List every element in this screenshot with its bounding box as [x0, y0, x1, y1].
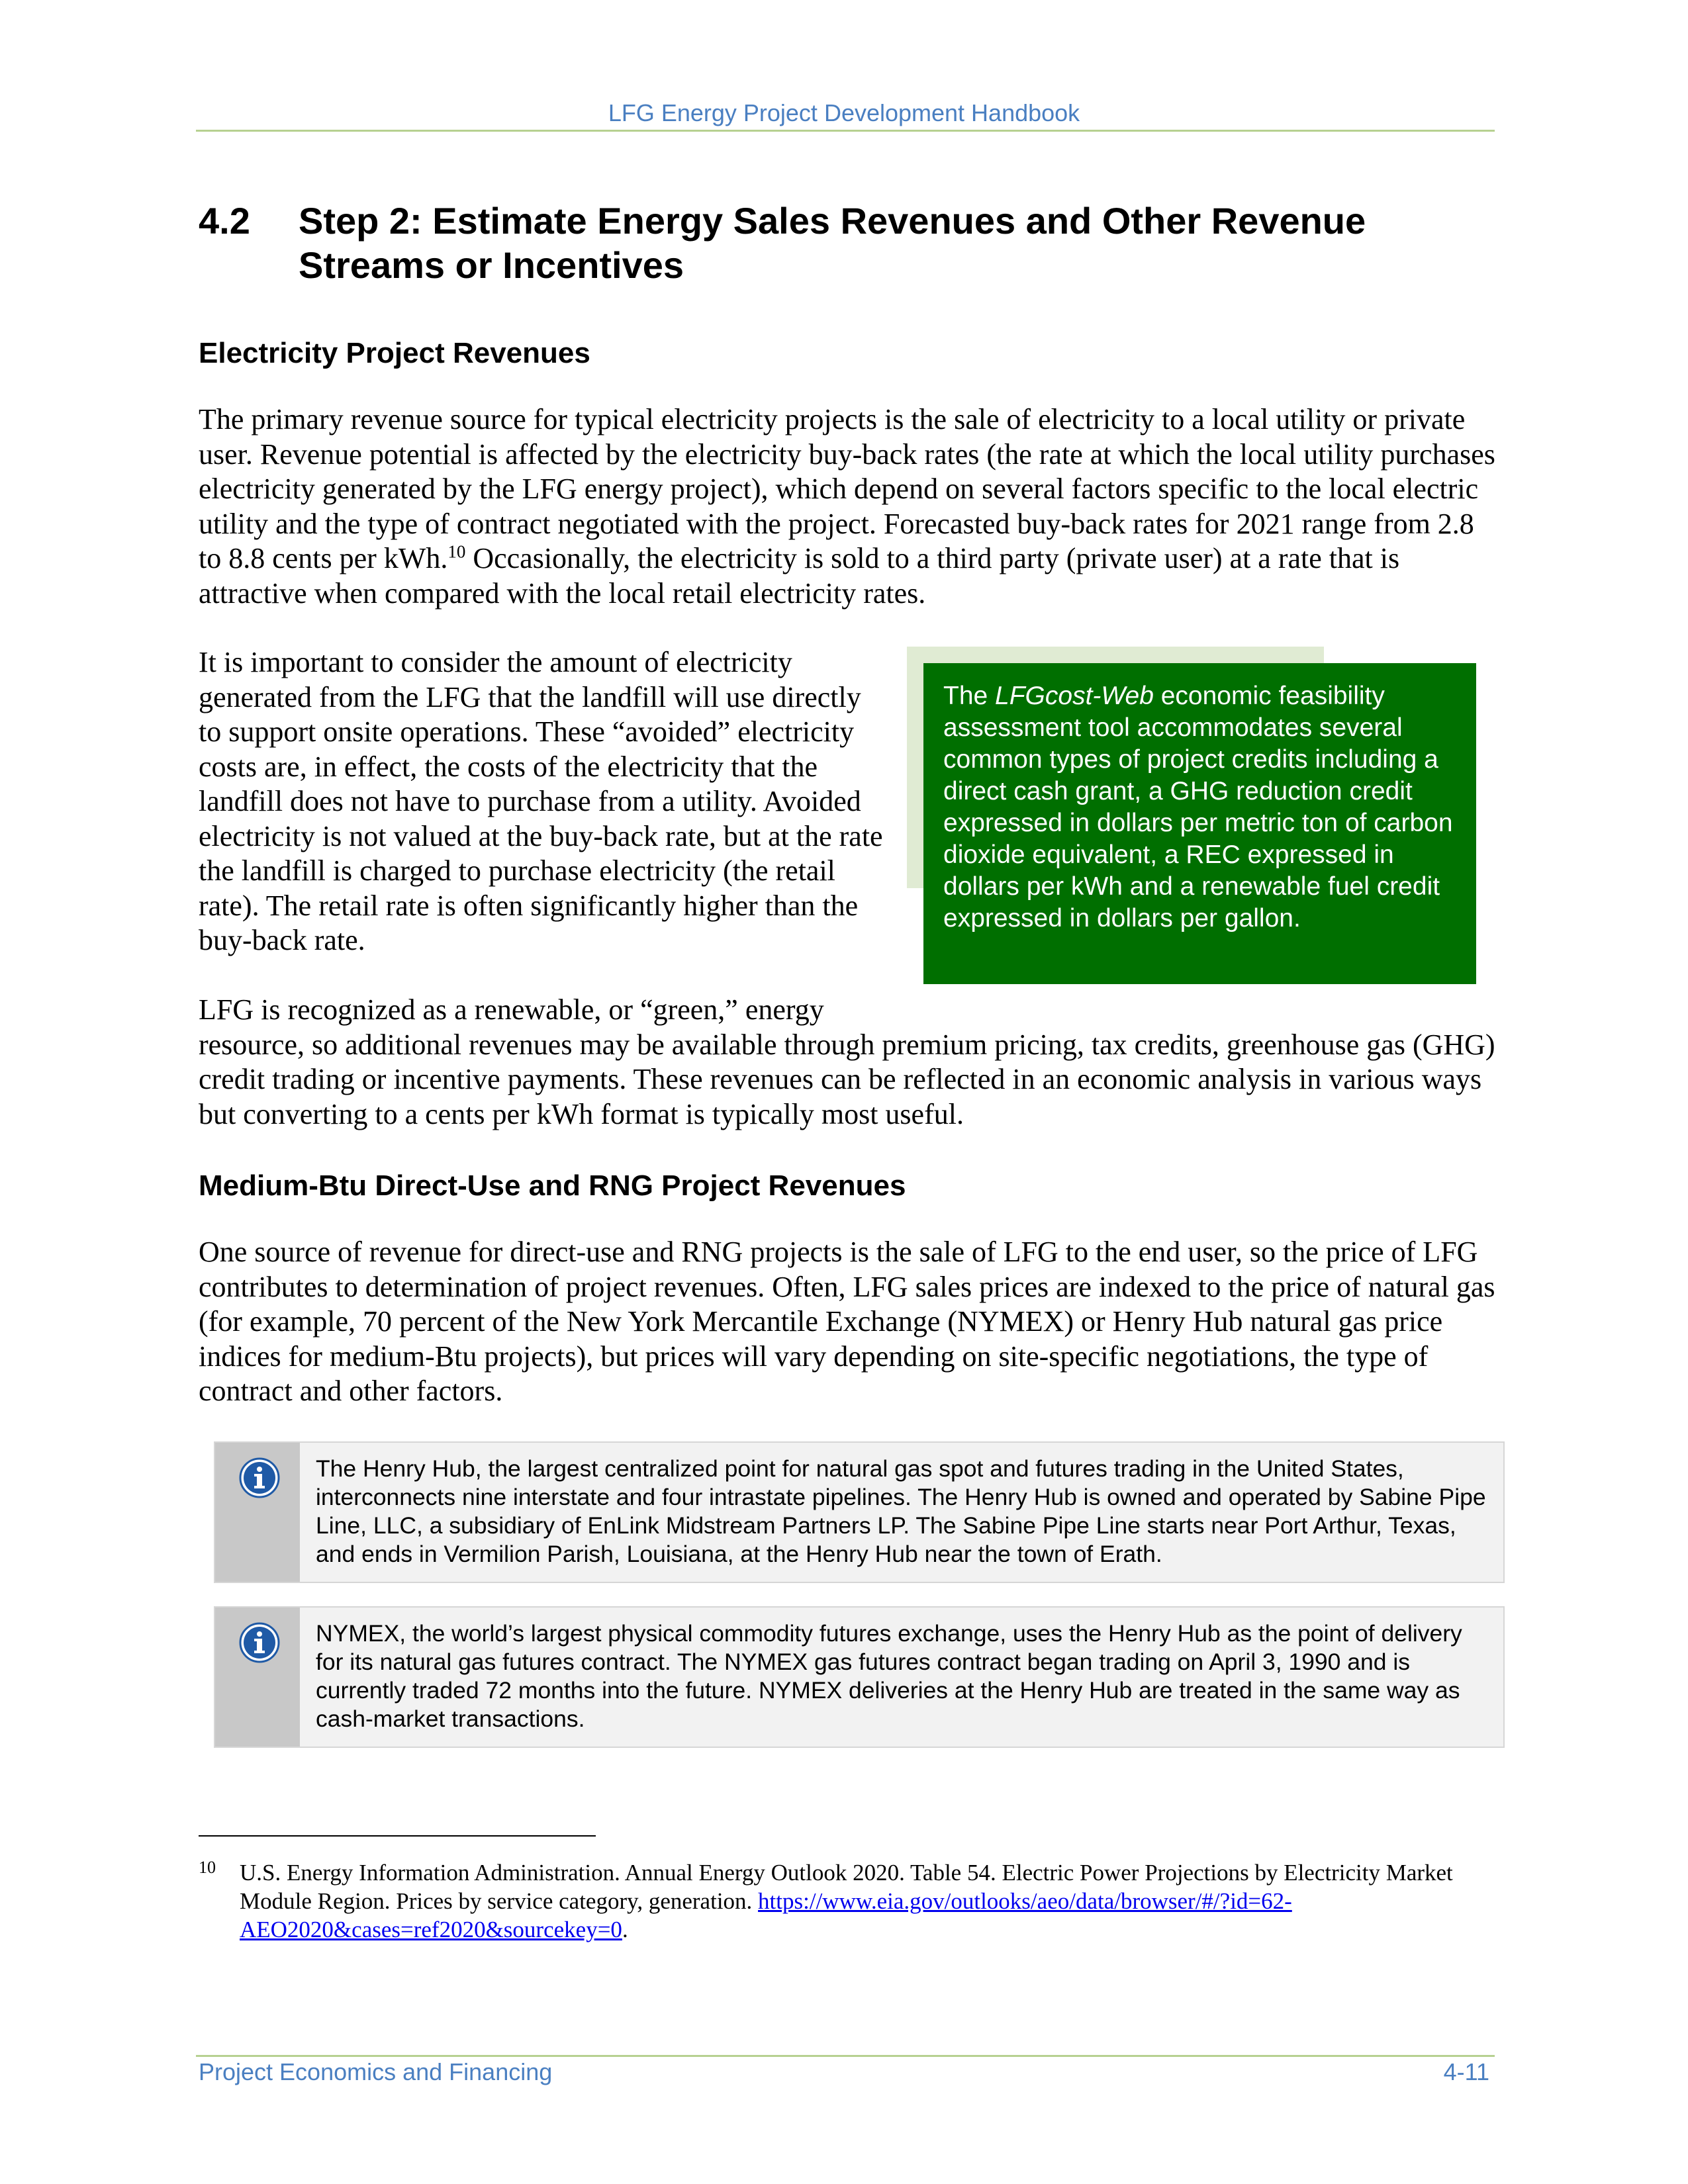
electricity-paragraph-1 — [199, 402, 1496, 611]
electricity-paragraph-3 — [199, 993, 1496, 1132]
callout-tool-name: LFGcost-Web — [995, 682, 1154, 710]
section-number: 4.2 — [199, 200, 250, 242]
footnote-text — [240, 1858, 1496, 1944]
callout-prefix: The — [943, 682, 996, 710]
footnote-ref[interactable]: 10 — [447, 541, 466, 562]
para1-text-b: Occasionally, the electricity is sold to a third party (private user) at a rate that is attractive when compared with the local retail electricity rates. — [199, 542, 1400, 610]
header-rule — [196, 130, 1495, 132]
info-icon — [239, 1457, 280, 1498]
info-icon — [239, 1622, 280, 1663]
electricity-paragraph-2: It is important to consider the amount of electricity generated from the LFG that the landfill will use directly to support onsite operations. These “avoided” electricity costs are, in effect, the costs of the electricity that the landfill does not have to purchase from a utility. Avoided electricity is not valued at the buy-back rate, but at the rate the landfill is charged to purchase electricity (the retail rate). The retail rate is often significantly higher than the buy-back rate. — [199, 646, 883, 956]
electricity-revenues-heading: Electricity Project Revenues — [199, 337, 590, 369]
lfgcost-callout — [923, 663, 1476, 984]
info-box-henry-hub — [214, 1441, 1505, 1583]
direct-use-revenues-heading: Medium-Btu Direct-Use and RNG Project Revenues — [199, 1169, 906, 1202]
info-box-nymex — [214, 1606, 1505, 1748]
para1-text-a: The primary revenue source for typical electricity projects is the sale of electricity to a local utility or private user. Revenue potential is affected by the electricity buy-back rates (the rate at which the local utility purchases electricity generated by the LFG energy project), which depend on several factors specific to the local electric utility and the type of contract negotiated with the project. Forecasted buy-back rates for 2021 range from 2.8 to 8.8 cents per kWh. — [199, 403, 1495, 574]
running-header: LFG Energy Project Development Handbook — [608, 99, 1080, 126]
footer-rule — [196, 2055, 1495, 2057]
footnote-10 — [199, 1858, 1496, 1944]
info-box-text: NYMEX, the world’s largest physical commodity futures exchange, uses the Henry Hub as the point of delivery for its natural gas futures contract. The NYMEX gas futures contract began trading on April 3, 1990 and is currently traded 72 months into the future. NYMEX deliveries at the Henry Hub are treated in the same way as cash-market transactions. — [316, 1620, 1462, 1732]
para3-rest: resource, so additional revenues may be available through premium pricing, tax credits, greenhouse gas (GHG) credit trading or incentive payments. These revenues can be reflected in an economic analysis in various ways but converting to a cents per kWh format is typically most useful. — [199, 1028, 1495, 1130]
direct-use-paragraph: One source of revenue for direct-use and RNG projects is the sale of LFG to the end user, so the price of LFG contributes to determination of project revenues. Often, LFG sales prices are indexed to the price of natural gas (for example, 70 percent of the New York Mercantile Exchange (NYMEX) or Henry Hub natural gas price indices for medium-Btu projects), but prices will vary depending on site-specific negotiations, the type of contract and other factors. — [199, 1236, 1495, 1407]
section-heading — [199, 199, 1496, 287]
section-title: Step 2: Estimate Energy Sales Revenues and Other Revenue Streams or Incentives — [299, 200, 1366, 286]
para3-line1: LFG is recognized as a renewable, or “green,” energy — [199, 993, 824, 1026]
footnote-period: . — [622, 1917, 628, 1942]
footer-page-number: 4-11 — [1443, 2058, 1489, 2085]
info-box-text: The Henry Hub, the largest centralized point for natural gas spot and futures trading in the United States, interconnects nine interstate and four intrastate pipelines. The Henry Hub is owned and operated by Sabine Pipe Line, LLC, a subsidiary of EnLink Midstream Partners LP. The Sabine Pipe Line starts near Port Arthur, Texas, and ends in Vermilion Parish, Louisiana, at the Henry Hub near the town of Erath. — [316, 1455, 1486, 1567]
footnote-link[interactable]: https://www.eia.gov/outlooks/aeo/data/browser/#/?id=62-AEO2020&cases=ref2020&sourcekey=0 — [240, 1888, 1292, 1942]
footnote-number: 10 — [199, 1858, 216, 1877]
callout-text: economic feasibility assessment tool accommodates several common types of project credits including a direct cash grant, a GHG reduction credit expressed in dollars per metric ton of carbon dioxide equivalent, a REC expressed in dollars per kWh and a renewable fuel credit expressed in dollars per gallon. — [943, 682, 1453, 933]
footnote-separator — [199, 1835, 596, 1837]
footer-chapter-title: Project Economics and Financing — [199, 2058, 553, 2085]
footnote-citation: U.S. Energy Information Administration. Annual Energy Outlook 2020. Table 54. Electric Power Projections by Electricity Market Module Region. Prices by service category, generation. — [240, 1860, 1453, 1914]
